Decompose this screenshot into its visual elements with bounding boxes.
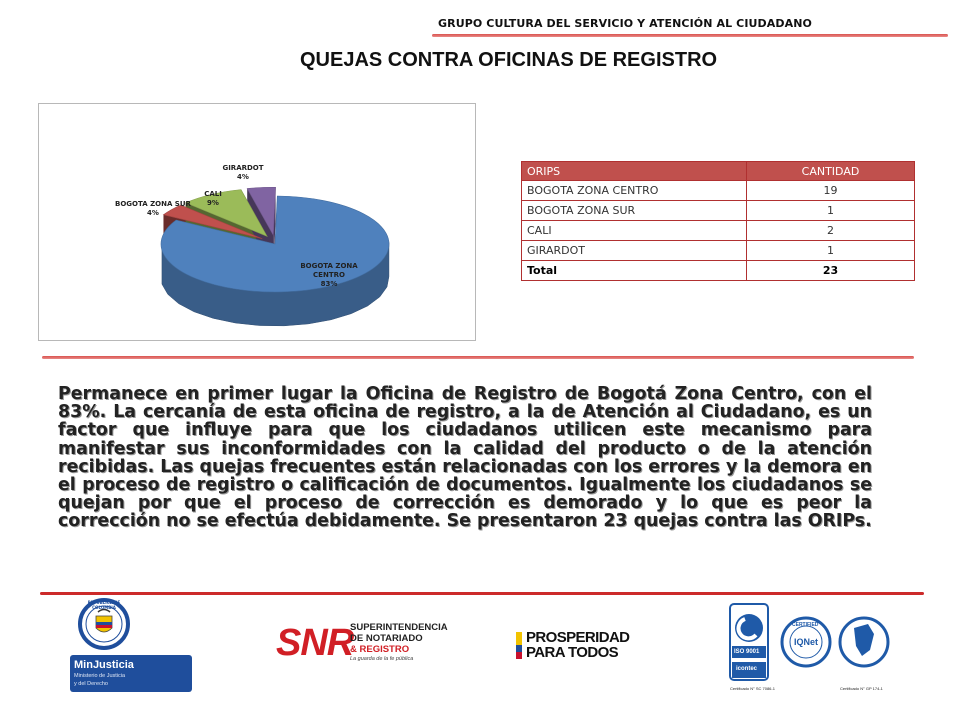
- cert-certified-label: CERTIFIED: [792, 622, 819, 628]
- certification-logos: [726, 602, 898, 698]
- cert-number-1: Certificado N° SC 7086-1: [730, 686, 775, 691]
- table-header-row: [522, 162, 915, 181]
- footer-rule: [40, 592, 924, 595]
- pie-data-label: 4%: [147, 209, 159, 217]
- header-cantidad: CANTIDAD: [747, 162, 915, 181]
- pie-data-label: 4%: [237, 173, 249, 181]
- cell-cantidad: 1: [747, 241, 915, 261]
- snr-logo: [270, 608, 448, 708]
- snr-line2: DE NOTARIADO: [350, 633, 423, 644]
- minjusticia-name: MinJusticia: [74, 659, 134, 671]
- pie-category-label: CENTRO: [313, 271, 345, 279]
- table-row: [522, 221, 915, 241]
- orips-table: [521, 161, 915, 281]
- pie-data-label: 9%: [207, 199, 219, 207]
- colombia-flag-icon: [516, 628, 526, 662]
- pie-category-label: BOGOTA ZONA SUR: [115, 200, 191, 208]
- group-header: GRUPO CULTURA DEL SERVICIO Y ATENCIÓN AL CIUDADANO: [438, 17, 812, 30]
- minjusticia-logo: [68, 598, 192, 692]
- cell-orip: BOGOTA ZONA CENTRO: [522, 181, 747, 201]
- cert-icontec-label: icontec: [736, 666, 758, 672]
- table-row: [522, 241, 915, 261]
- snr-mark: SNR: [276, 622, 354, 664]
- cert-iso-label: ISO 9001: [734, 649, 760, 655]
- pie-category-label: GIRARDOT: [222, 164, 264, 172]
- cell-orip: BOGOTA ZONA SUR: [522, 201, 747, 221]
- header-orips: ORIPS: [522, 162, 747, 181]
- pie-category-label: BOGOTA ZONA: [300, 262, 358, 270]
- cell-cantidad: 2: [747, 221, 915, 241]
- cell-cantidad: 1: [747, 201, 915, 221]
- section-rule: [42, 356, 914, 359]
- snr-line1: SUPERINTENDENCIA: [350, 622, 448, 633]
- pie-category-label: CALI: [204, 190, 222, 198]
- cert-number-2: Certificado N° GP 174-1: [840, 686, 883, 691]
- table-row: [522, 201, 915, 221]
- pie-data-label: 83%: [320, 280, 338, 288]
- minjusticia-line2: y del Derecho: [74, 681, 108, 687]
- page-title: QUEJAS CONTRA OFICINAS DE REGISTRO: [300, 49, 718, 71]
- table-row: [522, 181, 915, 201]
- snr-tagline: La guarda de la fe pública: [350, 656, 414, 662]
- cell-orip: GIRARDOT: [522, 241, 747, 261]
- header-rule: [432, 34, 948, 37]
- cell-total-value: 23: [747, 261, 915, 281]
- minjusticia-line1: Ministerio de Justicia: [74, 673, 126, 679]
- cell-cantidad: 19: [747, 181, 915, 201]
- cell-total-label: Total: [522, 261, 747, 281]
- cell-orip: CALI: [522, 221, 747, 241]
- summary-paragraph: Permanece en primer lugar la Oficina de Registro de Bogotá Zona Centro, con el 83%. La cercanía de esta oficina de registro, a la de Atención al Ciudadano, es un factor que influye para que los ciudadanos utilicen este mecanismo para manifestar sus inconformidades con la calidad del producto o de la atención recibidas. Las quejas frecuentes están relacionadas con los errores y la demora en el proceso de registro o calificación de documentos. Igualmente los ciudadanos se quejan por que el proceso de corrección es demorado y lo que es peor la corrección no se efectúa debidamente. Se presentaron 23 quejas contra las ORIPs.: [58, 384, 872, 532]
- pie-chart-frame: [38, 103, 476, 341]
- pie-chart: [39, 104, 475, 340]
- prosperidad-line1: PROSPERIDAD: [526, 629, 630, 646]
- prosperidad-line2: PARA TODOS: [526, 644, 619, 661]
- table-total-row: [522, 261, 915, 281]
- snr-line3: & REGISTRO: [350, 644, 410, 655]
- cert-iqnet-label: IQNet: [794, 637, 819, 647]
- minjusticia-seal-text: REPÚBLICA DE COLOMBIA: [87, 600, 121, 610]
- prosperidad-logo: [516, 628, 646, 662]
